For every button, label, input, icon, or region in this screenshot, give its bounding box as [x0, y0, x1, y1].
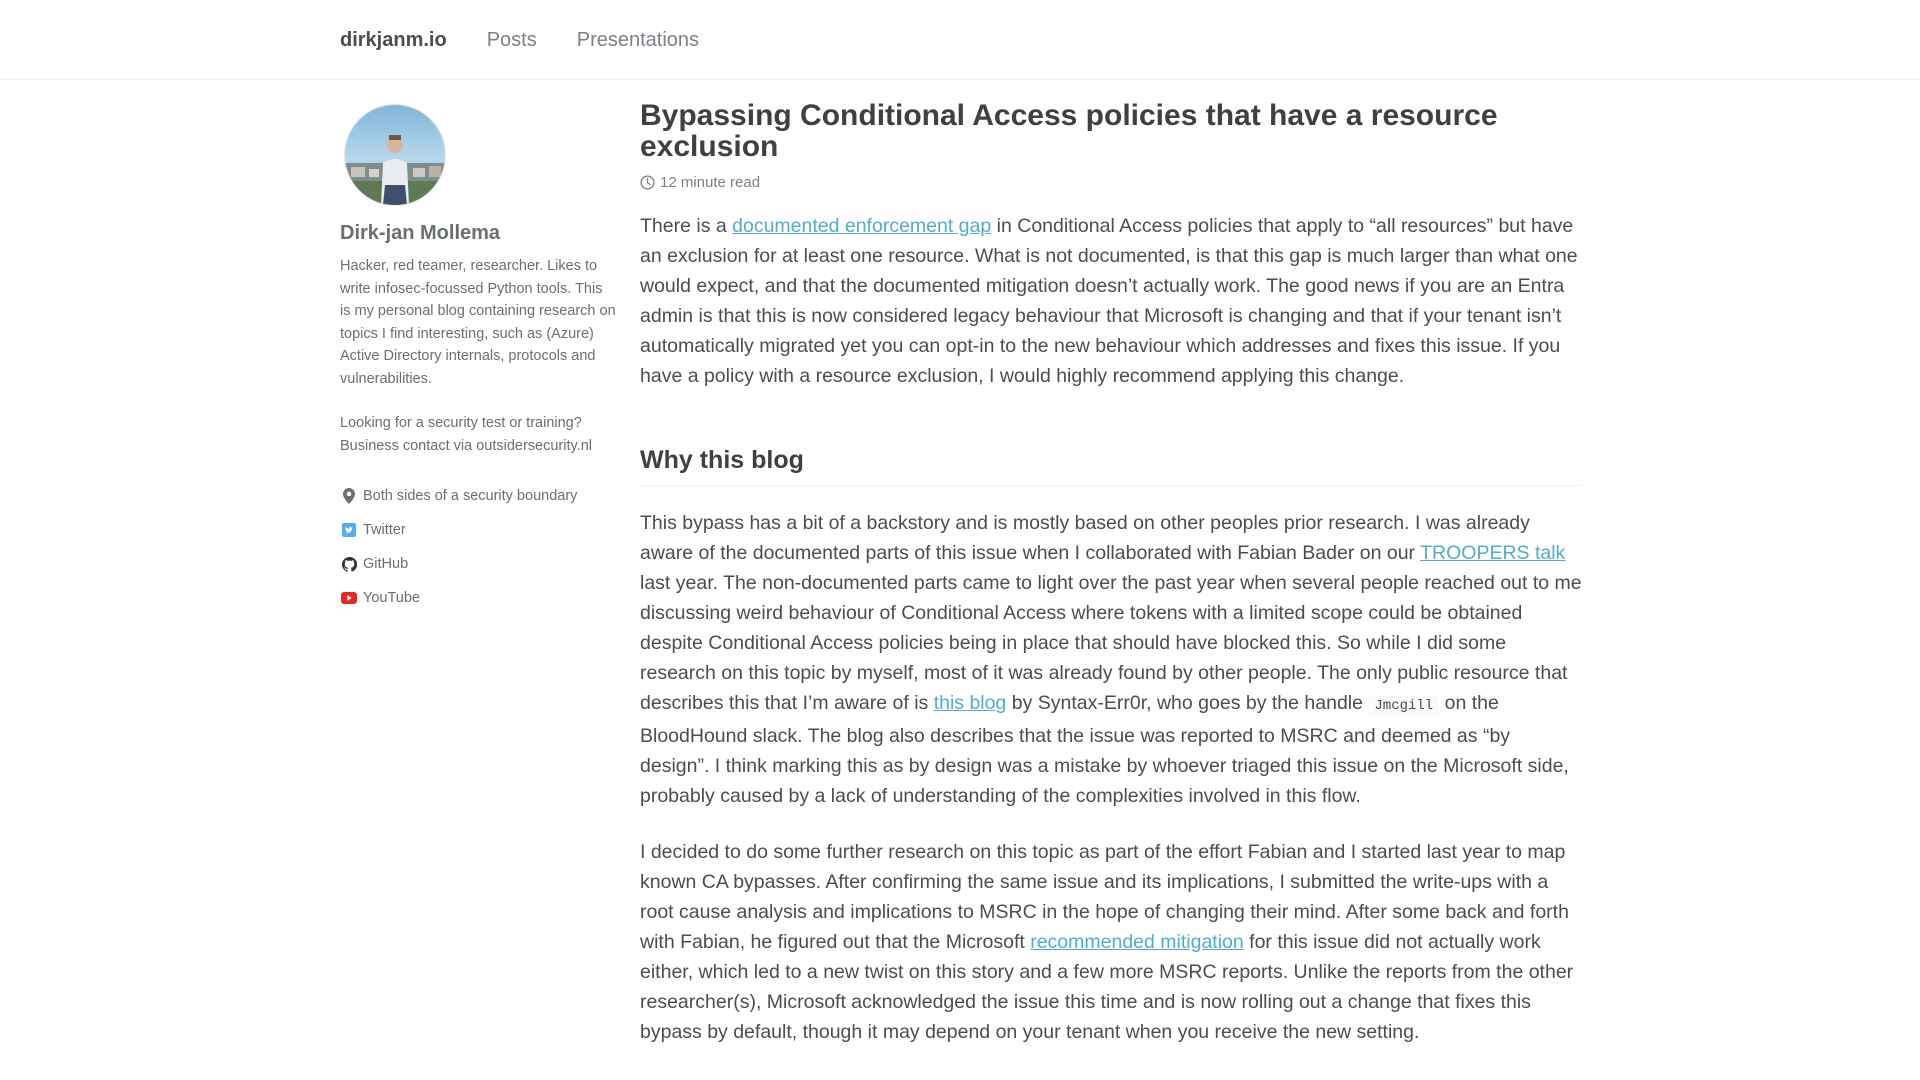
- author-link-twitter[interactable]: [340, 513, 616, 547]
- text: for this issue did not actually work either, which led to a new twist on this story and a few more MSRC reports. Unlike the reports from the other researcher(s), Microsoft acknowledged the issue this time and is now rolling out a change that fixes this bypass by default, though it may depend on your tenant when you receive the new setting.: [640, 931, 1574, 1043]
- section-heading-why-this-blog: Why this blog: [640, 445, 1582, 486]
- read-time: 12 minute read: [660, 174, 761, 191]
- recommended-mitigation-link[interactable]: recommended mitigation: [1030, 931, 1244, 953]
- author-bio-text: Hacker, red teamer, researcher. Likes to write infosec-focussed Python tools. This is my personal blog containing research on topics I find interesting, such as (Azure) Active Directory internals, protocols and vulnerabilities.: [340, 258, 616, 387]
- author-bio: [340, 255, 616, 457]
- author-link-location: [340, 479, 616, 513]
- masthead: [0, 0, 1920, 80]
- paragraph-backstory: [640, 508, 1582, 811]
- page-title: Bypassing Conditional Access policies that have a resource exclusion: [640, 99, 1498, 163]
- text: last year. The non-documented parts came to light over the past year when several people reached out to me discussing weird behaviour of Conditional Access where tokens with a limited scope could be obtained despite Conditional Access policies being in place that should have blocked this. So while I did some research on this topic by myself, most of it was already found by other people. The only public resource that describes this that I’m aware of is: [640, 572, 1582, 714]
- this-blog-link[interactable]: this blog: [933, 692, 1007, 714]
- post-main: [640, 96, 1582, 1073]
- avatar: [344, 104, 446, 206]
- github-link-label[interactable]: GitHub: [363, 556, 409, 572]
- author-link-github[interactable]: [340, 547, 616, 581]
- youtube-icon: [340, 589, 358, 607]
- paragraph-research: [640, 837, 1582, 1047]
- text: There is a: [640, 215, 733, 237]
- author-links: [340, 479, 616, 615]
- github-icon: [340, 555, 358, 573]
- text: This bypass has a bit of a backstory and is mostly based on other peoples prior research. I was already aware of the documented parts of this issue when I collaborated with Fabian Bader on our: [640, 512, 1530, 564]
- text: in Conditional Access policies that apply to “all resources” but have an exclusion for at least one resource. What is not documented, is that this gap is much larger than what one would expect, and that the documented mitigation doesn’t actually work. The good news if you are an Entra admin is that this is now considered legacy behaviour that Microsoft is changing and that if your tenant isn’t automatically migrated yet you can opt-in to the new behaviour which addresses and fixes this issue. If you have a policy with a resource exclusion, I would highly recommend applying this change.: [640, 215, 1578, 387]
- site-title-link[interactable]: dirkjanm.io: [340, 28, 447, 51]
- text: on the BloodHound slack. The blog also describes that the issue was reported to MSRC and deemed as “by design”. I think marking this as by design was a mistake by whoever triaged this issue on the Microsoft side, probably caused by a lack of understanding of the complexities involved in this flow.: [640, 692, 1569, 807]
- text: I decided to do some further research on this topic as part of the effort Fabian and I started last year to map known CA bypasses. After confirming the same issue and its implications, I submitted the write-ups with a root cause analysis and implications to MSRC in the hope of changing their mind. After some back and forth with Fabian, he figured out that the Microsoft: [640, 841, 1569, 953]
- location-pin-icon: [340, 487, 358, 505]
- top-nav: [340, 0, 739, 80]
- author-link-youtube[interactable]: [340, 581, 616, 615]
- author-sidebar: [340, 104, 616, 615]
- paragraph-intro: [640, 211, 1582, 391]
- documented-enforcement-gap-link[interactable]: documented enforcement gap: [732, 215, 992, 237]
- post-meta: [640, 174, 1582, 191]
- nav-link-posts[interactable]: Posts: [486, 28, 537, 51]
- troopers-talk-link[interactable]: TROOPERS talk: [1420, 542, 1566, 564]
- youtube-link-label[interactable]: YouTube: [363, 590, 420, 606]
- post-content: [640, 211, 1582, 1047]
- twitter-icon: [340, 521, 358, 539]
- text: by Syntax-Err0r, who goes by the handle: [1006, 692, 1369, 714]
- author-name: Dirk-jan Mollema: [340, 222, 501, 244]
- twitter-link-label[interactable]: Twitter: [363, 522, 406, 538]
- handle-code: Jmcgill: [1368, 696, 1439, 716]
- nav-link-presentations[interactable]: Presentations: [576, 28, 700, 51]
- author-contact-text: Looking for a security test or training? Business contact via outsidersecurity.nl: [340, 415, 592, 454]
- clock-icon: [640, 175, 655, 190]
- author-location-label: Both sides of a security boundary: [363, 488, 578, 504]
- avatar-image: [345, 105, 445, 205]
